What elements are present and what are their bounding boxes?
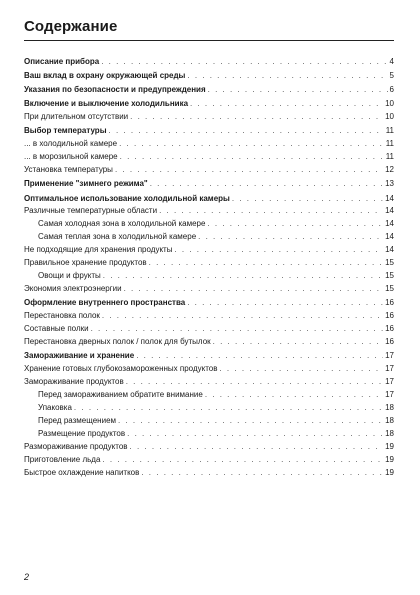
toc-entry[interactable]: [24, 323, 394, 336]
dot-leader: [101, 56, 387, 69]
toc-entry-page: 18: [385, 415, 394, 425]
toc-entry-label: Экономия электроэнергии: [24, 284, 122, 294]
toc-entry-page: 19: [385, 441, 394, 451]
toc-entry-label: Описание прибора: [24, 57, 100, 66]
toc-entry[interactable]: [24, 84, 394, 97]
toc-entry-label: Выбор температуры: [24, 126, 107, 136]
toc-entry[interactable]: [24, 231, 394, 244]
toc-entry-label: Приготовление льда: [24, 454, 101, 464]
page-number: 2: [24, 572, 30, 582]
dot-leader: [187, 297, 383, 310]
toc-entry[interactable]: [24, 244, 394, 257]
dot-leader: [213, 336, 383, 349]
dot-leader: [207, 218, 383, 231]
toc-entry-label: Перед замораживанием обратите внимание: [38, 389, 203, 399]
toc-entry[interactable]: [24, 111, 394, 124]
toc-entry[interactable]: [24, 402, 394, 415]
toc-entry-page: 11: [385, 139, 394, 149]
toc-entry-label: Овощи и фрукты: [38, 271, 101, 281]
toc-entry-page: 11: [385, 126, 394, 136]
toc-entry[interactable]: [24, 428, 394, 441]
toc-entry-label: Указания по безопасности и предупреждения: [24, 85, 206, 95]
toc-entry-page: 19: [385, 467, 394, 477]
toc-entry-page: 14: [385, 245, 394, 255]
toc-entry-page: 17: [385, 364, 394, 374]
toc-entry-page: 19: [385, 454, 394, 464]
toc-entry-label: Перестановка полок: [24, 311, 100, 321]
toc-entry-page: 18: [385, 402, 394, 412]
toc-entry[interactable]: [24, 125, 394, 138]
toc-entry-page: 17: [385, 389, 394, 399]
dot-leader: [126, 376, 383, 389]
toc-entry-label: Различные температурные области: [24, 206, 158, 216]
toc-entry-label: Самая теплая зона в холодильной камере: [38, 232, 197, 242]
toc-entry[interactable]: [24, 270, 394, 283]
toc-entry[interactable]: [24, 297, 394, 310]
dot-leader: [205, 389, 383, 402]
toc-entry[interactable]: [24, 218, 394, 231]
toc-entry-label: ... в холодильной камере: [24, 139, 118, 149]
toc-entry-page: 16: [385, 337, 394, 346]
dot-leader: [150, 178, 383, 191]
table-of-contents: [24, 56, 394, 480]
toc-entry[interactable]: [24, 454, 394, 467]
dot-leader: [187, 70, 387, 83]
toc-entry-label: Правильное хранение продуктов: [24, 258, 147, 268]
toc-entry[interactable]: [24, 350, 394, 363]
dot-leader: [115, 164, 383, 177]
toc-entry[interactable]: [24, 363, 394, 376]
dot-leader: [130, 441, 384, 454]
toc-entry-label: Не подходящие для хранения продукты: [24, 245, 173, 255]
dot-leader: [102, 454, 383, 467]
toc-entry-page: 16: [385, 324, 394, 334]
dot-leader: [232, 193, 383, 206]
toc-entry[interactable]: [24, 389, 394, 402]
toc-entry[interactable]: [24, 164, 394, 177]
toc-entry-page: 4: [389, 57, 394, 66]
dot-leader: [174, 244, 383, 257]
toc-entry[interactable]: [24, 98, 394, 111]
toc-entry-label: Установка температуры: [24, 165, 113, 175]
toc-entry-page: 10: [385, 99, 394, 109]
toc-entry-page: 16: [385, 311, 394, 321]
dot-leader: [127, 428, 383, 441]
toc-entry-page: 14: [385, 193, 394, 203]
toc-entry-page: 6: [389, 85, 394, 95]
dot-leader: [74, 402, 383, 415]
toc-entry[interactable]: [24, 415, 394, 428]
dot-leader: [103, 270, 383, 283]
page-title: Содержание: [24, 18, 118, 35]
toc-entry-label: Размораживание продуктов: [24, 441, 128, 451]
toc-entry[interactable]: [24, 257, 394, 270]
toc-entry-label: При длительном отсутствии: [24, 112, 129, 122]
toc-entry[interactable]: [24, 178, 394, 191]
toc-entry-page: 18: [385, 428, 394, 438]
toc-entry-label: ... в морозильной камере: [24, 152, 118, 162]
toc-entry-label: Упаковка: [38, 402, 72, 412]
toc-entry[interactable]: [24, 70, 394, 83]
toc-entry[interactable]: [24, 151, 394, 164]
toc-entry[interactable]: [24, 283, 394, 296]
toc-entry-label: Ваш вклад в охрану окружающей среды: [24, 71, 186, 81]
dot-leader: [198, 231, 383, 244]
toc-entry-label: Применение "зимнего режима": [24, 179, 148, 189]
toc-entry-label: Хранение готовых глубокозамороженных продуктов: [24, 364, 218, 374]
toc-entry-label: Замораживание и хранение: [24, 351, 135, 361]
toc-entry-page: 5: [389, 71, 394, 81]
dot-leader: [118, 415, 383, 428]
toc-entry-label: Оптимальное использование холодильной камеры: [24, 193, 230, 203]
toc-entry-page: 14: [385, 219, 394, 229]
toc-entry-page: 10: [385, 112, 394, 122]
toc-entry-label: Быстрое охлаждение напитков: [24, 467, 140, 477]
dot-leader: [119, 138, 384, 151]
toc-entry[interactable]: [24, 205, 394, 218]
dot-leader: [120, 151, 384, 164]
toc-entry-label: Размещение продуктов: [38, 428, 126, 438]
toc-entry-page: 12: [385, 165, 394, 175]
toc-entry-page: 11: [385, 152, 394, 162]
dot-leader: [208, 84, 388, 97]
dot-leader: [102, 310, 383, 323]
toc-entry-label: Замораживание продуктов: [24, 377, 124, 386]
toc-entry-label: Перестановка дверных полок / полок для бутылок: [24, 337, 211, 346]
toc-entry-page: 14: [385, 206, 394, 216]
toc-entry[interactable]: [24, 336, 394, 349]
toc-entry[interactable]: [24, 56, 394, 69]
toc-entry-page: 15: [385, 258, 394, 268]
dot-leader: [91, 323, 384, 336]
title-divider: [24, 40, 394, 41]
toc-entry[interactable]: [24, 193, 394, 206]
toc-entry[interactable]: [24, 467, 394, 480]
toc-entry[interactable]: [24, 310, 394, 323]
toc-entry[interactable]: [24, 441, 394, 454]
dot-leader: [190, 98, 383, 111]
toc-entry-page: 16: [385, 298, 394, 308]
dot-leader: [141, 467, 383, 480]
dot-leader: [219, 363, 383, 376]
toc-entry[interactable]: [24, 376, 394, 389]
toc-entry-page: 13: [385, 179, 394, 189]
dot-leader: [159, 205, 383, 218]
toc-entry[interactable]: [24, 138, 394, 151]
toc-entry-page: 17: [385, 351, 394, 361]
dot-leader: [130, 111, 383, 124]
toc-entry-label: Перед размещением: [38, 415, 117, 425]
toc-entry-page: 17: [385, 377, 394, 386]
toc-entry-label: Самая холодная зона в холодильной камере: [38, 219, 206, 229]
toc-entry-label: Составные полки: [24, 324, 89, 334]
toc-entry-page: 15: [385, 271, 394, 281]
toc-entry-label: Включение и выключение холодильника: [24, 99, 189, 109]
dot-leader: [109, 125, 384, 138]
toc-entry-page: 14: [385, 232, 394, 242]
toc-entry-label: Оформление внутреннего пространства: [24, 298, 186, 308]
dot-leader: [149, 257, 383, 270]
dot-leader: [136, 350, 383, 363]
toc-entry-page: 15: [385, 284, 394, 294]
dot-leader: [124, 283, 383, 296]
